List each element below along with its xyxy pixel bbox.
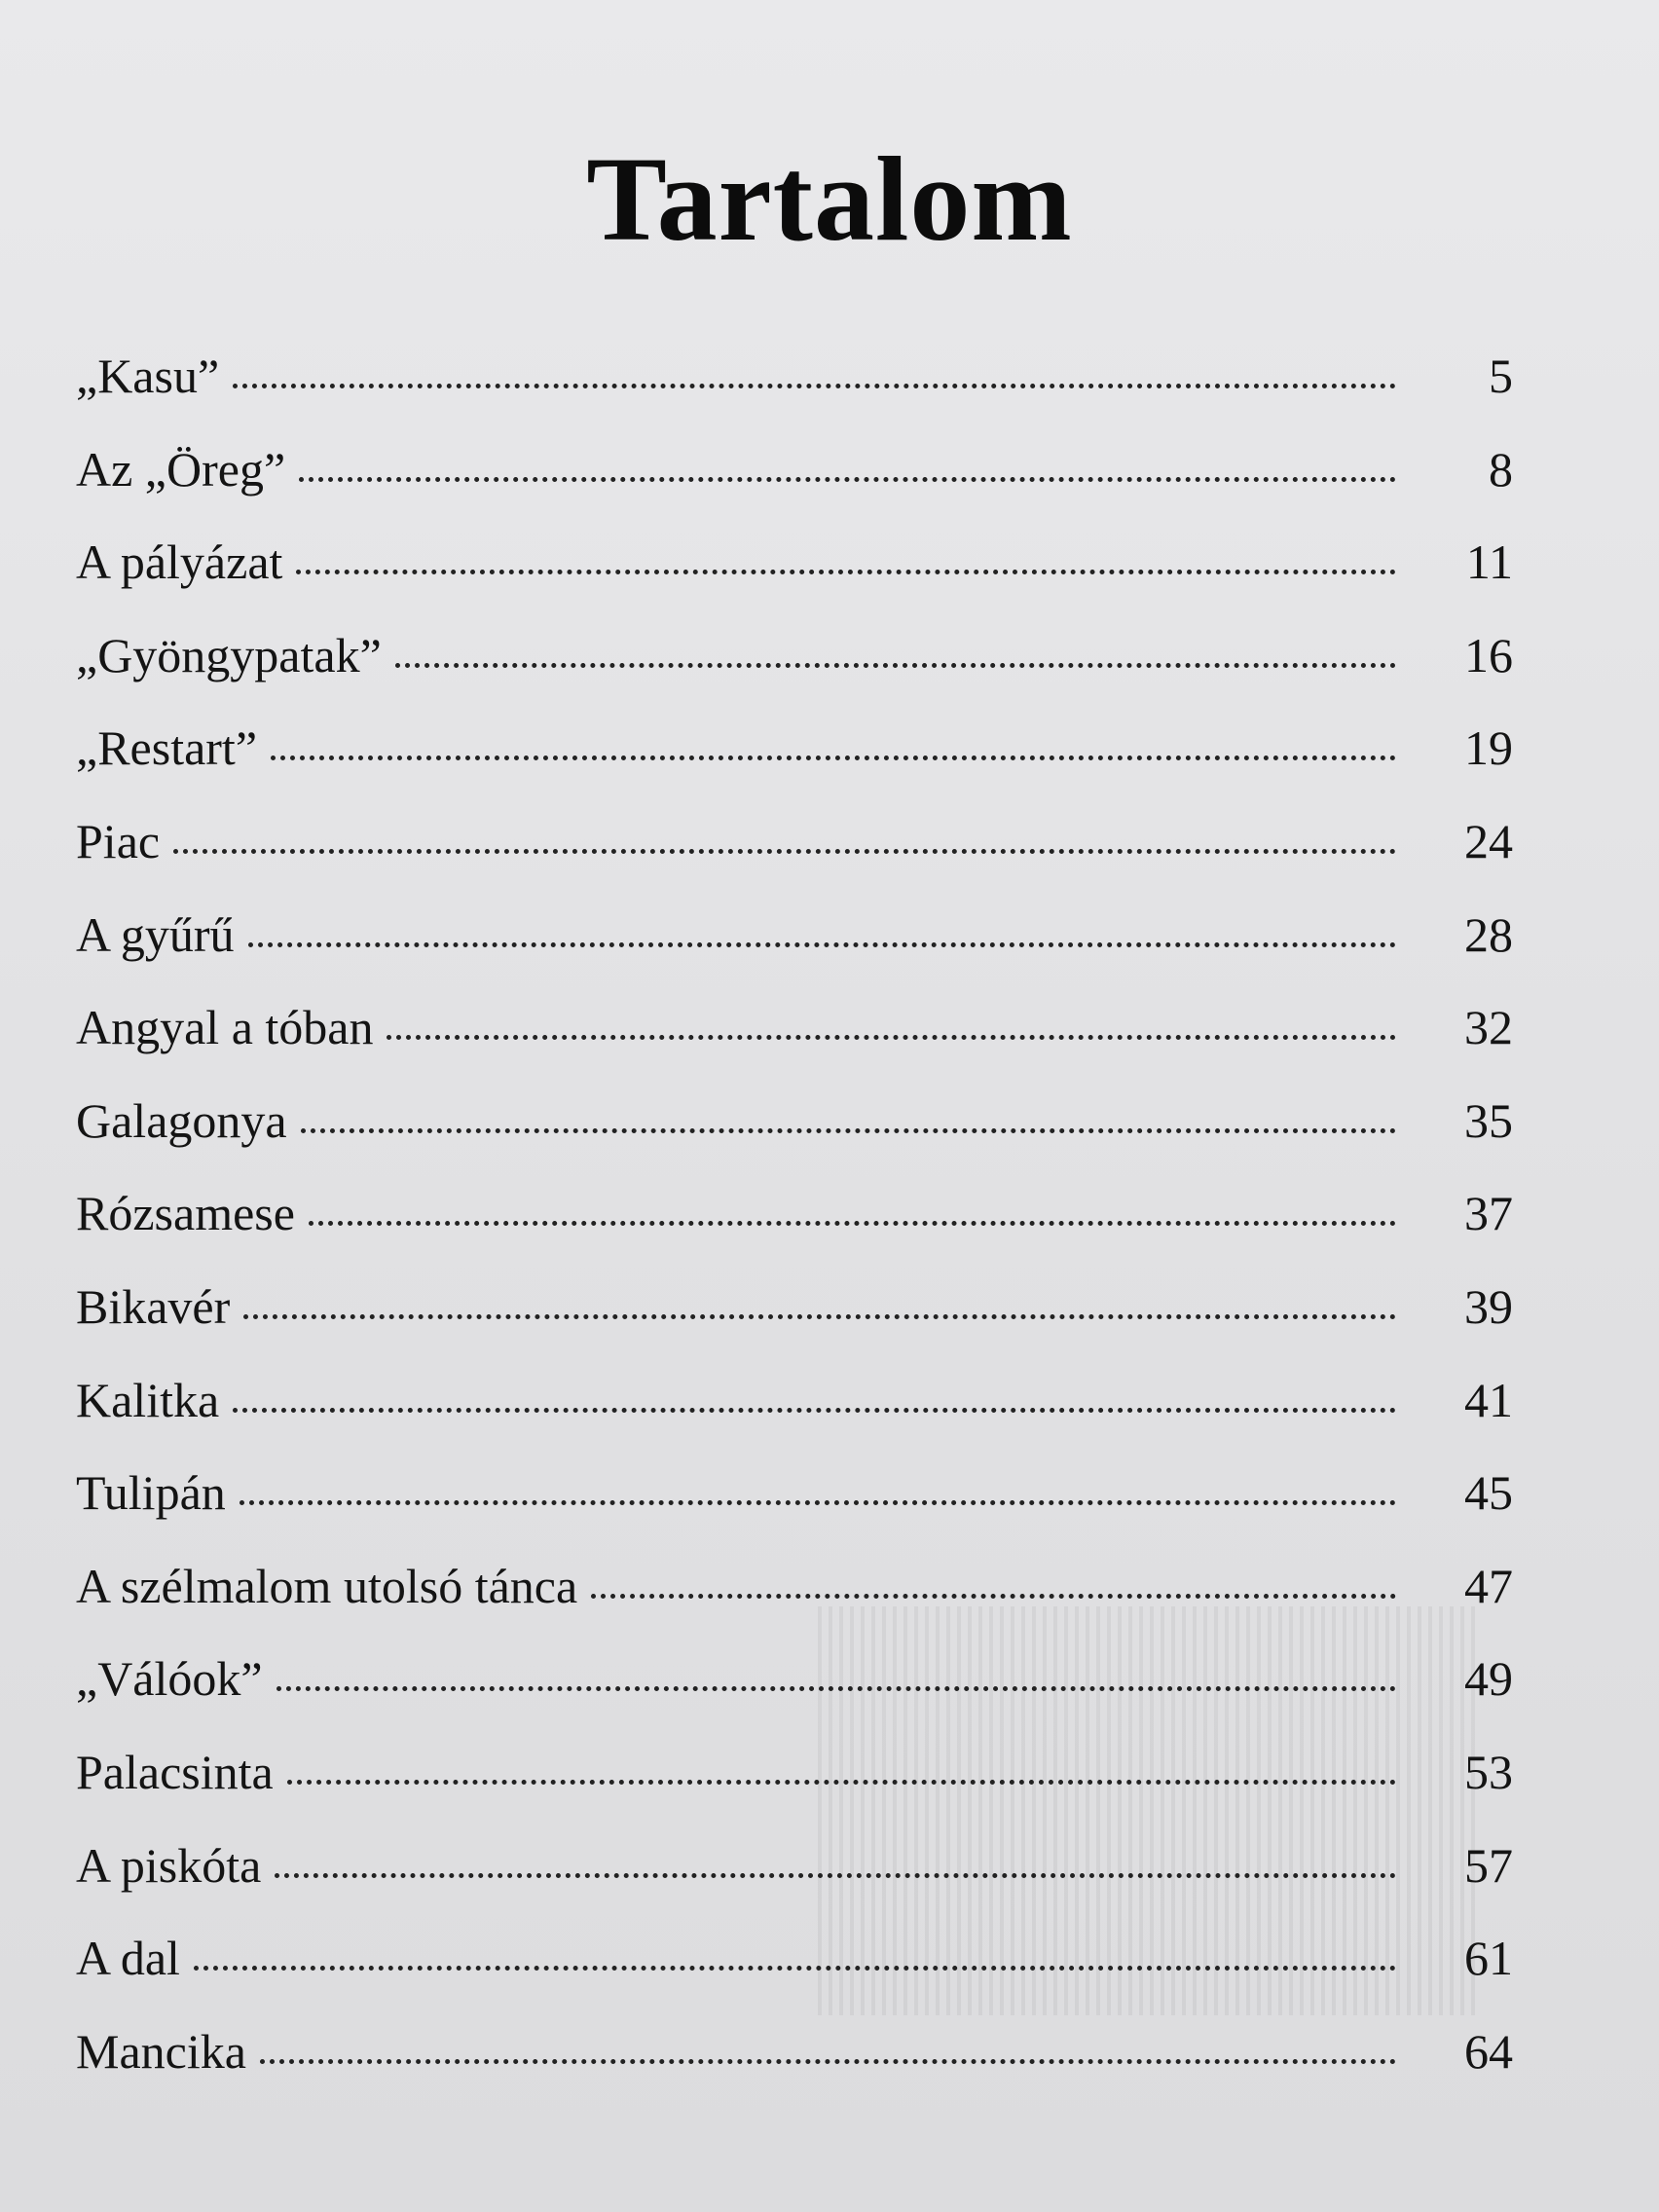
toc-entry [76, 1181, 1513, 1274]
toc-dot-leader [591, 1594, 1396, 1599]
toc-entry-title: Palacsinta [76, 1744, 274, 1799]
toc-entry [76, 1274, 1513, 1368]
toc-entry [76, 809, 1513, 903]
toc-dot-leader [387, 1035, 1396, 1040]
toc-entry-page: 61 [1464, 1931, 1513, 1986]
toc-dot-leader [276, 1686, 1396, 1691]
toc-entry-title: Bikavér [76, 1278, 231, 1334]
toc-entry [76, 344, 1513, 437]
toc-entry-page: 53 [1464, 1744, 1513, 1799]
toc-entry-title: A szélmalom utolsó tánca [76, 1558, 578, 1613]
toc-entry [76, 1833, 1513, 1927]
toc-entry-page: 49 [1464, 1651, 1513, 1707]
toc-entry-title: „Kasu” [76, 349, 220, 403]
toc-entry-page: 45 [1464, 1465, 1513, 1521]
toc-entry-page: 8 [1489, 441, 1513, 497]
toc-entry-title: Kalitka [76, 1372, 220, 1427]
toc-entry-title: A piskóta [76, 1837, 262, 1893]
toc-entry-page: 57 [1464, 1837, 1513, 1893]
toc-dot-leader [275, 1873, 1396, 1878]
toc-entry-title: A dal [76, 1931, 180, 1986]
toc-entry [76, 1926, 1513, 2019]
toc-entry-title: „Gyöngypatak” [76, 627, 382, 682]
toc-entry-page: 41 [1464, 1372, 1513, 1427]
table-of-contents [76, 344, 1513, 2112]
toc-entry [76, 716, 1513, 809]
toc-dot-leader [240, 1500, 1396, 1505]
toc-dot-leader [233, 1408, 1396, 1413]
toc-entry [76, 623, 1513, 717]
toc-entry-title: Mancika [76, 2023, 246, 2079]
toc-entry-page: 47 [1464, 1558, 1513, 1613]
toc-entry-page: 5 [1489, 349, 1513, 403]
toc-entry-page: 35 [1464, 1092, 1513, 1148]
toc-entry [76, 1554, 1513, 1647]
toc-dot-leader [271, 756, 1396, 760]
toc-entry-title: Az „Öreg” [76, 441, 286, 497]
toc-entry-page: 11 [1465, 535, 1513, 590]
toc-dot-leader [243, 1314, 1396, 1319]
toc-entry-page: 39 [1464, 1278, 1513, 1334]
toc-entry-page: 28 [1464, 906, 1513, 962]
toc-dot-leader [309, 1221, 1396, 1226]
toc-entry-title: A pályázat [76, 535, 283, 590]
toc-entry-title: „Válóok” [76, 1651, 263, 1707]
toc-dot-leader [233, 384, 1396, 388]
toc-entry [76, 437, 1513, 531]
toc-dot-leader [173, 849, 1396, 854]
toc-entry-page: 16 [1464, 627, 1513, 682]
toc-entry [76, 995, 1513, 1088]
toc-entry [76, 530, 1513, 623]
toc-entry [76, 1646, 1513, 1740]
toc-entry-title: Rózsamese [76, 1186, 295, 1241]
toc-dot-leader [194, 1966, 1396, 1971]
toc-entry-page: 37 [1464, 1186, 1513, 1241]
toc-entry [76, 1740, 1513, 1833]
toc-entry-page: 32 [1464, 1000, 1513, 1055]
toc-entry-title: Galagonya [76, 1092, 287, 1148]
toc-dot-leader [299, 477, 1396, 482]
toc-entry [76, 1368, 1513, 1461]
toc-entry-title: „Restart” [76, 720, 258, 776]
toc-entry-page: 24 [1464, 813, 1513, 868]
toc-entry-page: 19 [1464, 720, 1513, 776]
page-title: Tartalom [586, 132, 1073, 267]
toc-entry-title: Piac [76, 813, 161, 868]
toc-entry-page: 64 [1464, 2023, 1513, 2079]
toc-dot-leader [260, 2059, 1396, 2064]
toc-dot-leader [296, 570, 1396, 574]
toc-dot-leader [301, 1128, 1396, 1133]
toc-entry [76, 1088, 1513, 1182]
toc-entry-title: A gyűrű [76, 906, 235, 962]
toc-entry-title: Tulipán [76, 1465, 226, 1521]
toc-dot-leader [248, 942, 1397, 947]
toc-dot-leader [287, 1780, 1396, 1785]
toc-entry-title: Angyal a tóban [76, 1000, 374, 1055]
toc-entry [76, 1460, 1513, 1554]
toc-dot-leader [395, 663, 1396, 668]
toc-entry [76, 903, 1513, 996]
toc-entry [76, 2019, 1513, 2113]
